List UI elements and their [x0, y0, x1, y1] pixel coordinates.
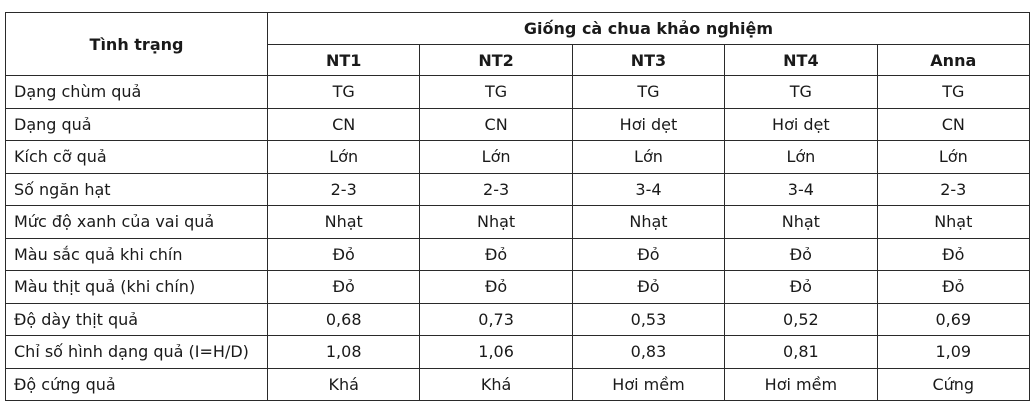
table-cell: Nhạt — [420, 206, 572, 239]
table-cell: 0,53 — [572, 303, 724, 336]
table-cell: Đỏ — [420, 271, 572, 304]
column-header-nt1: NT1 — [268, 45, 420, 76]
table-cell: Hơi dẹt — [725, 108, 877, 141]
table-cell: 3-4 — [572, 173, 724, 206]
row-label: Màu thịt quả (khi chín) — [6, 271, 268, 304]
table-cell: 0,68 — [268, 303, 420, 336]
table-row — [6, 238, 1030, 271]
column-header-anna: Anna — [877, 45, 1029, 76]
table-cell: 3-4 — [725, 173, 877, 206]
table-cell: 0,81 — [725, 336, 877, 369]
table-cell: Đỏ — [572, 271, 724, 304]
table-row — [6, 76, 1030, 109]
table-cell: Lớn — [725, 141, 877, 174]
table-cell: Đỏ — [268, 238, 420, 271]
table-cell: 1,08 — [268, 336, 420, 369]
table-cell: 2-3 — [268, 173, 420, 206]
table-cell: Đỏ — [572, 238, 724, 271]
row-label: Kích cỡ quả — [6, 141, 268, 174]
table-cell: Đỏ — [877, 238, 1029, 271]
tomato-variety-table — [5, 12, 1030, 401]
row-label: Số ngăn hạt — [6, 173, 268, 206]
row-label: Mức độ xanh của vai quả — [6, 206, 268, 239]
table-cell: Hơi mềm — [725, 368, 877, 401]
table-cell: Nhạt — [268, 206, 420, 239]
table-row — [6, 206, 1030, 239]
table-cell: TG — [572, 76, 724, 109]
header-row-group — [6, 13, 1030, 45]
table-cell: 1,09 — [877, 336, 1029, 369]
table-cell: 1,06 — [420, 336, 572, 369]
table-cell: Đỏ — [420, 238, 572, 271]
table-cell: Khá — [268, 368, 420, 401]
group-header: Giống cà chua khảo nghiệm — [268, 13, 1030, 45]
table-row — [6, 108, 1030, 141]
table-cell: Lớn — [877, 141, 1029, 174]
table-row — [6, 173, 1030, 206]
table-row — [6, 368, 1030, 401]
table-row — [6, 303, 1030, 336]
table-cell: TG — [420, 76, 572, 109]
row-label: Dạng chùm quả — [6, 76, 268, 109]
table-cell: CN — [877, 108, 1029, 141]
column-header-nt4: NT4 — [725, 45, 877, 76]
row-label: Chỉ số hình dạng quả (I=H/D) — [6, 336, 268, 369]
column-header-nt3: NT3 — [572, 45, 724, 76]
table-cell: TG — [877, 76, 1029, 109]
table-cell: Nhạt — [877, 206, 1029, 239]
table-cell: Đỏ — [268, 271, 420, 304]
table-cell: Lớn — [268, 141, 420, 174]
table-cell: Cứng — [877, 368, 1029, 401]
row-label: Màu sắc quả khi chín — [6, 238, 268, 271]
row-label: Độ cứng quả — [6, 368, 268, 401]
table-cell: 2-3 — [420, 173, 572, 206]
table-cell: CN — [268, 108, 420, 141]
table-cell: Nhạt — [572, 206, 724, 239]
table-cell: Đỏ — [725, 271, 877, 304]
table-cell: Lớn — [572, 141, 724, 174]
stub-header: Tình trạng — [6, 13, 268, 76]
table-cell: Hơi mềm — [572, 368, 724, 401]
table-cell: Nhạt — [725, 206, 877, 239]
table-cell: TG — [268, 76, 420, 109]
table-cell: 0,73 — [420, 303, 572, 336]
table-cell: Khá — [420, 368, 572, 401]
row-label: Độ dày thịt quả — [6, 303, 268, 336]
table-cell: 0,83 — [572, 336, 724, 369]
table-row — [6, 336, 1030, 369]
table-cell: 0,52 — [725, 303, 877, 336]
table-cell: 0,69 — [877, 303, 1029, 336]
table-cell: Đỏ — [725, 238, 877, 271]
row-label: Dạng quả — [6, 108, 268, 141]
table-cell: 2-3 — [877, 173, 1029, 206]
table-row — [6, 141, 1030, 174]
table-cell: Đỏ — [877, 271, 1029, 304]
table-cell: Hơi dẹt — [572, 108, 724, 141]
column-header-nt2: NT2 — [420, 45, 572, 76]
table-row — [6, 271, 1030, 304]
table-cell: Lớn — [420, 141, 572, 174]
table-cell: CN — [420, 108, 572, 141]
table-cell: TG — [725, 76, 877, 109]
